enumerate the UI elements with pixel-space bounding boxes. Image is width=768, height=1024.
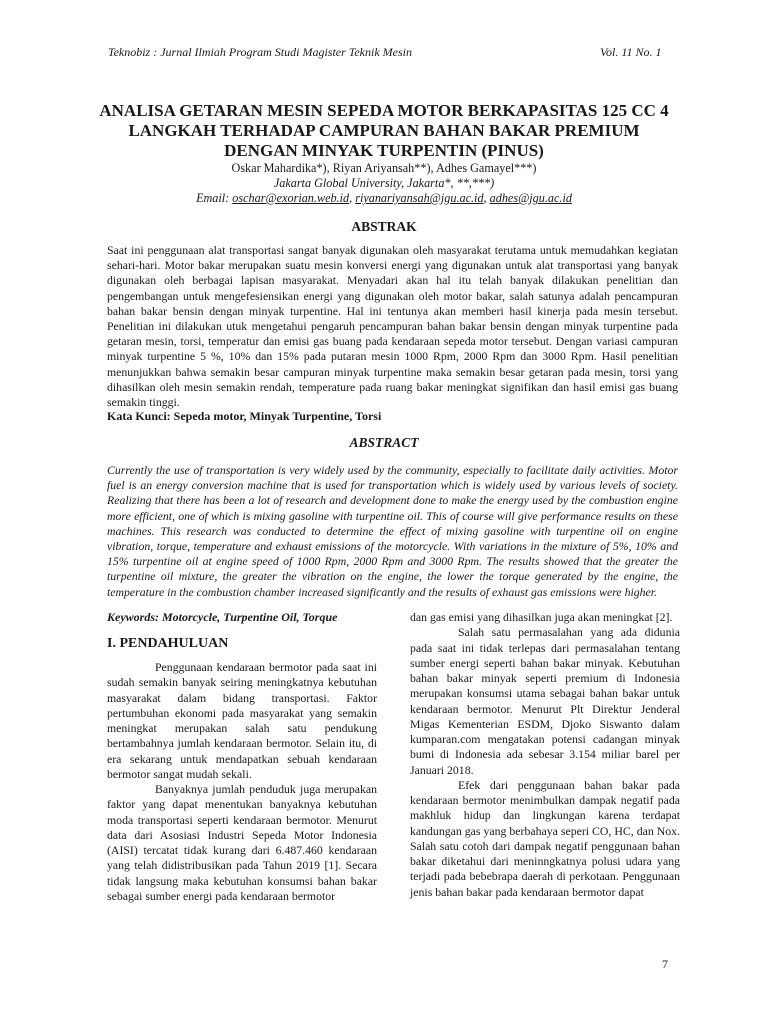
paragraph: Penggunaan kendaraan bermotor pada saat ini sudah semakin banyak seiring meningkatnya kebutuhan masyarakat dalam bidang transportasi. Faktor pertumbuhan ekonomi pada masyarakat yang semakin meningkat merupakan salah satu pendukung bertambahnya jumlah kendaraan bermotor. Selain itu, di era sekarang untuk mendapatkan sebuah kendaraan bermotor sangat mudah sekali. — [107, 660, 377, 781]
abstrak-heading: ABSTRAK — [351, 219, 417, 234]
author-names: Oskar Mahardika*), Riyan Ariyansah**), Adhes Gamayel***) — [231, 161, 537, 175]
left-column — [107, 660, 377, 904]
abstract-text: Currently the use of transportation is very widely used by the community, especially to facilitate daily activities. Motor fuel is an energy conversion machine that is used for transportation which is widely used by various levels of society. Realizing that there has been a lot of research and development done to make the energy used by the combustion engine more efficient, one of which is mixing gasoline with turpentine oil. This of course will give performance results on these machines. This research was conducted to determine the effect of mixing gasoline with turpentine oil on engine vibration, torque, temperature and exhaust emissions of the motorcycle. With variations in the mixture of 5%, 10% and 15% turpentine oil at engine speed of 1000 Rpm, 2000 Rpm and 3000 Rpm. The results showed that the greater the turpentine oil mixture, the greater the vibration on the engine, the lower the torque generated by the engine, the temperature in the combustion chamber increased significantly and the results of exhaust gas emissions were higher. — [107, 463, 678, 599]
paragraph: Banyaknya jumlah penduduk juga merupakan faktor yang dapat menentukan banyaknya kebutuhan moda transportasi seperti kendaraan bermotor. Menurut data dari Asosiasi Industri Sepeda Motor Indonesia (AISI) tercatat tidak kurang dari 6.487.460 kendaraan yang telah didistribusikan pada Tahun 2019 [1]. Secara tidak langsung maka kebutuhan konsumsi bahan bakar sebagai sumber energi pada kendaraan bermotor — [107, 782, 377, 903]
abstrak-text: Saat ini penggunaan alat transportasi sangat banyak digunakan oleh masyarakat terutama untuk memudahkan kegiatan sehari-hari. Motor bakar merupakan suatu mesin konversi energi yang digunakan untuk alat transportasi yang banyak digunakan oleh berbagai lapisan masyarakat. Menyadari akan hal itu telah banyak dilakukan penelitian dan pengembangan untuk mengefesiensikan energi yang digunakan oleh motor bakar, salah satunya adalah pencampuran bahan bakar bensin dengan minyak turpentine. Hal ini tentunya akan memberi hasil kinerja pada mesin tersebut. Penelitian ini dilakukan utuk mengetahui pengaruh pencampuran bahan bakar bensin dengan minyak turpentine pada getaran mesin, torsi, temperatur dan emisi gas buang pada kendaraan sepeda motor tersebut. Dengan variasi campuran minyak turpentine 5 %, 10% dan 15% pada putaran mesin 1000 Rpm, 2000 Rpm dan 3000 Rpm. Hasil penelitian menunjukkan bahwa semakin besar campuran minyak turpentine maka semakin besar getaran pada mesin, torsi yang dihasilkan oleh mesin semakin rendah, temperature pada ruang bakar meningkat signifikan dan hasil emisi gas buang semakin tinggi. — [107, 243, 678, 410]
right-column — [410, 610, 680, 900]
email-link-1[interactable]: oschar@exorian.web.id — [232, 191, 350, 205]
author-block — [90, 161, 678, 206]
affiliation: Jakarta Global University, Jakarta*, **,***) — [273, 176, 495, 190]
journal-header: Teknobiz : Jurnal Ilmiah Program Studi Magister Teknik Mesin — [108, 45, 412, 59]
email-link-2[interactable]: riyanariyansah@jgu.ac.id — [355, 191, 484, 205]
paragraph: Efek dari penggunaan bahan bakar pada kendaraan bermotor menimbulkan dampak negatif pada makhluk hidup dan lingkungan karena terdapat kandungan gas yang berbahaya seperi CO, HC, dan Nox. Salah satu cotoh dari dampak negatif penggunaan bahan bakar diketahui dari meninngkatnya polusi udara yang terjadi pada bebebrapa daerah di perkotaan. Penggunaan jenis bahan bakar pada kendaraan bermotor dapat — [410, 777, 680, 899]
paragraph: dan gas emisi yang dihasilkan juga akan meningkat [2]. — [410, 610, 673, 624]
kata-kunci: Kata Kunci: Sepeda motor, Minyak Turpentine, Torsi — [107, 409, 382, 423]
page-number: 7 — [662, 957, 668, 971]
email-line: Email: oschar@exorian.web.id, riyanariyansah@jgu.ac.id, adhes@jgu.ac.id — [196, 191, 572, 205]
paragraph: Salah satu permasalahan yang ada didunia pada saat ini tidak terlepas dari permasalahan tentang sumber energi seperti bahan bakar minyak. Kebutuhan bahan bakar minyak seperti premium di Indonesia merupakan konsumsi utama sebagai bahan bakar untuk kendaraan bermotor. Menurut Plt Direktur Jenderal Migas Kementerian ESDM, Djoko Siswanto dalam kumparan.com mengatakan potensi cadangan minyak bumi di Indonesia ada sebesar 3.154 miliar barel per Januari 2018. — [410, 625, 680, 777]
keywords-en: Keywords: Motorcycle, Turpentine Oil, Torque — [107, 610, 338, 624]
email-label: Email: — [196, 191, 233, 205]
section-heading-pendahuluan: I. PENDAHULUAN — [107, 636, 229, 651]
volume-header: Vol. 11 No. 1 — [600, 45, 662, 59]
paper-title: ANALISA GETARAN MESIN SEPEDA MOTOR BERKAPASITAS 125 CC 4 LANGKAH TERHADAP CAMPURAN BAHAN BAKAR PREMIUM DENGAN MINYAK TURPENTIN (PINUS) — [99, 101, 669, 160]
abstract-heading: ABSTRACT — [349, 435, 419, 450]
email-link-3[interactable]: adhes@jgu.ac.id — [489, 191, 572, 205]
